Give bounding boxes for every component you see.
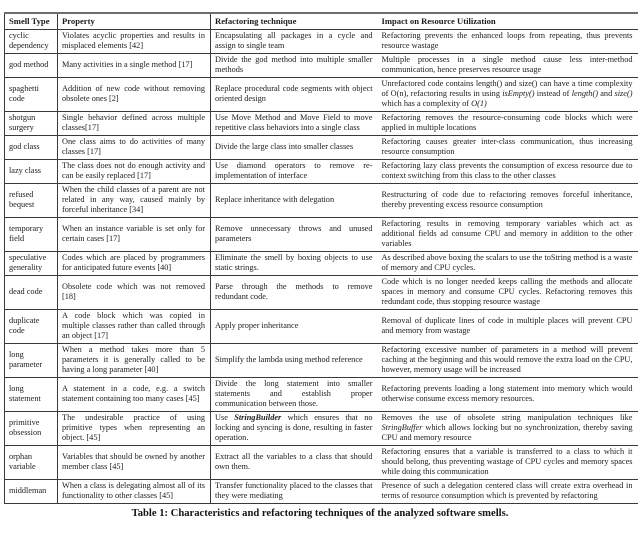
- table-caption: Table 1: Characteristics and refactoring techniques of the analyzed software smells.: [131, 507, 509, 519]
- table-row: [5, 159, 638, 183]
- cell-technique: Remove unnecessary throws and unused parameters: [211, 217, 378, 251]
- cell-smell: duplicate code: [5, 309, 58, 343]
- table-row: [5, 183, 638, 217]
- cell-technique: Divide the large class into smaller classes: [211, 135, 378, 159]
- cell-property: When a method takes more than 5 parameters it is generally called to be having a long parameter [40]: [58, 343, 211, 377]
- cell-property: Addition of new code without removing obsolete ones [2]: [58, 77, 211, 111]
- cell-impact: Refactoring lazy class prevents the consumption of excess resource due to context switching from this class to the other classes: [378, 159, 638, 183]
- cell-smell: primitive obsession: [5, 411, 58, 445]
- table-row: [5, 217, 638, 251]
- cell-impact: Presence of such a delegation centered class will create extra overhead in terms of resource consumption which is prevented by refactoring: [378, 479, 638, 503]
- cell-impact: Code which is no longer needed keeps calling the methods and allocate spaces in memory and consume CPU cycles. Refactoring removes this redundant code, thus stopping resource wastage: [378, 275, 638, 309]
- cell-smell: temporary field: [5, 217, 58, 251]
- cell-impact: As described above boxing the scalars to use the toString method is a waste of memory and CPU cycles.: [378, 251, 638, 275]
- cell-smell: orphan variable: [5, 445, 58, 479]
- table-row: [5, 53, 638, 77]
- cell-property: When an instance variable is set only for certain cases [17]: [58, 217, 211, 251]
- cell-technique: Simplify the lambda using method reference: [211, 343, 378, 377]
- cell-smell: spaghetti code: [5, 77, 58, 111]
- cell-smell: lazy class: [5, 159, 58, 183]
- table-header: [5, 13, 638, 29]
- cell-property: The undesirable practice of using primitive types when representing an object. [45]: [58, 411, 211, 445]
- cell-impact: Unrefactored code contains length() and size() can have a time complexity of O(n), refactoring results in using isEmpty() instead of length() and size() which has a complexity of O(1): [378, 77, 638, 111]
- header-property: Property: [58, 13, 211, 29]
- cell-smell: long parameter: [5, 343, 58, 377]
- cell-impact: Refactoring results in removing temporary variables which act as additional fields ad consume CPU and memory in addition to the other variables: [378, 217, 638, 251]
- cell-smell: middleman: [5, 479, 58, 503]
- cell-impact: Multiple processes in a single method cause less inter-method communication, hence preserves resource usage: [378, 53, 638, 77]
- cell-impact: Refactoring causes greater inter-class communication, thus increasing resource consumption: [378, 135, 638, 159]
- cell-technique: Divide the god method into multiple smaller methods: [211, 53, 378, 77]
- cell-property: A statement in a code, e.g. a switch statement containing too many cases [45]: [58, 377, 211, 411]
- cell-impact: Refactoring excessive number of parameters in a method will prevent caching at the beginning and this would remove the extra load on the CPU, however, memory usage will be increased: [378, 343, 638, 377]
- table-row: [5, 445, 638, 479]
- cell-technique: Eliminate the smell by boxing objects to use static strings.: [211, 251, 378, 275]
- cell-smell: dead code: [5, 275, 58, 309]
- table-row: [5, 135, 638, 159]
- cell-smell: long statement: [5, 377, 58, 411]
- header-refactoring-technique: Refactoring technique: [211, 13, 378, 29]
- cell-smell: cyclic dependency: [5, 29, 58, 53]
- table-row: [5, 275, 638, 309]
- cell-impact: Refactoring prevents the enhanced loops from repeating, thus prevents resource wastage: [378, 29, 638, 53]
- cell-impact: Refactoring ensures that a variable is transferred to a class to which it should belong, thus preventing wastage of CPU cycles and memory spaces while doing this communication: [378, 445, 638, 479]
- cell-smell: refused bequest: [5, 183, 58, 217]
- cell-technique: Divide the long statement into smaller statements and establish proper communication between those.: [211, 377, 378, 411]
- cell-property: When the child classes of a parent are not related in any way, caused mainly by forceful inheritance [34]: [58, 183, 211, 217]
- cell-impact: Restructuring of code due to refactoring removes forceful inheritance, thereby preventing excess resource consumption: [378, 183, 638, 217]
- cell-property: Violates acyclic properties and results in misplaced elements [42]: [58, 29, 211, 53]
- smells-table: [4, 12, 638, 504]
- table-row: [5, 111, 638, 135]
- table-row: [5, 251, 638, 275]
- table-row: [5, 377, 638, 411]
- header-row: [5, 13, 638, 29]
- cell-property: Single behavior defined across multiple classes[17]: [58, 111, 211, 135]
- cell-smell: god class: [5, 135, 58, 159]
- cell-technique: Parse through the methods to remove redundant code.: [211, 275, 378, 309]
- cell-property: Obsolete code which was not removed [18]: [58, 275, 211, 309]
- cell-technique: Encapsulating all packages in a cycle and assign to single team: [211, 29, 378, 53]
- table-row: [5, 29, 638, 53]
- cell-technique: Replace inheritance with delegation: [211, 183, 378, 217]
- cell-smell: shotgun surgery: [5, 111, 58, 135]
- cell-technique: Use StringBuilder which ensures that no locking and syncing is done, resulting in faster operation.: [211, 411, 378, 445]
- header-smell-type: Smell Type: [5, 13, 58, 29]
- cell-impact: Removal of duplicate lines of code in multiple places will prevent CPU and memory from wastage: [378, 309, 638, 343]
- table-row: [5, 411, 638, 445]
- cell-technique: Apply proper inheritance: [211, 309, 378, 343]
- cell-technique: Replace procedural code segments with object oriented design: [211, 77, 378, 111]
- cell-technique: Transfer functionality placed to the classes that they were mediating: [211, 479, 378, 503]
- cell-property: When a class is delegating almost all of its functionality to other classes [45]: [58, 479, 211, 503]
- header-impact: Impact on Resource Utilization: [378, 13, 638, 29]
- table-row: [5, 309, 638, 343]
- cell-property: Variables that should be owned by another member class [45]: [58, 445, 211, 479]
- table-row: [5, 77, 638, 111]
- cell-property: One class aims to do activities of many classes [17]: [58, 135, 211, 159]
- table-body: [5, 29, 638, 503]
- cell-impact: Refactoring removes the resource-consuming code blocks which were applied in multiple locations: [378, 111, 638, 135]
- cell-property: A code block which was copied in multiple classes rather than called through an object [17]: [58, 309, 211, 343]
- cell-technique: Use diamond operators to remove re-implementation of interface: [211, 159, 378, 183]
- cell-impact: Refactoring prevents loading a long statement into memory which would otherwise consume excess memory resources.: [378, 377, 638, 411]
- cell-technique: Use Move Method and Move Field to move repetitive class behaviors into a single class: [211, 111, 378, 135]
- cell-property: The class does not do enough activity and can be easily replaced [17]: [58, 159, 211, 183]
- cell-property: Codes which are placed by programmers for anticipated future events [40]: [58, 251, 211, 275]
- cell-impact: Removes the use of obsolete string manipulation techniques like StringBuffer which allows locking but no synchronization, thereby saving CPU and memory resource: [378, 411, 638, 445]
- table-row: [5, 479, 638, 503]
- cell-technique: Extract all the variables to a class that should own them.: [211, 445, 378, 479]
- cell-smell: god method: [5, 53, 58, 77]
- table-row: [5, 343, 638, 377]
- cell-property: Many activities in a single method [17]: [58, 53, 211, 77]
- cell-smell: speculative generality: [5, 251, 58, 275]
